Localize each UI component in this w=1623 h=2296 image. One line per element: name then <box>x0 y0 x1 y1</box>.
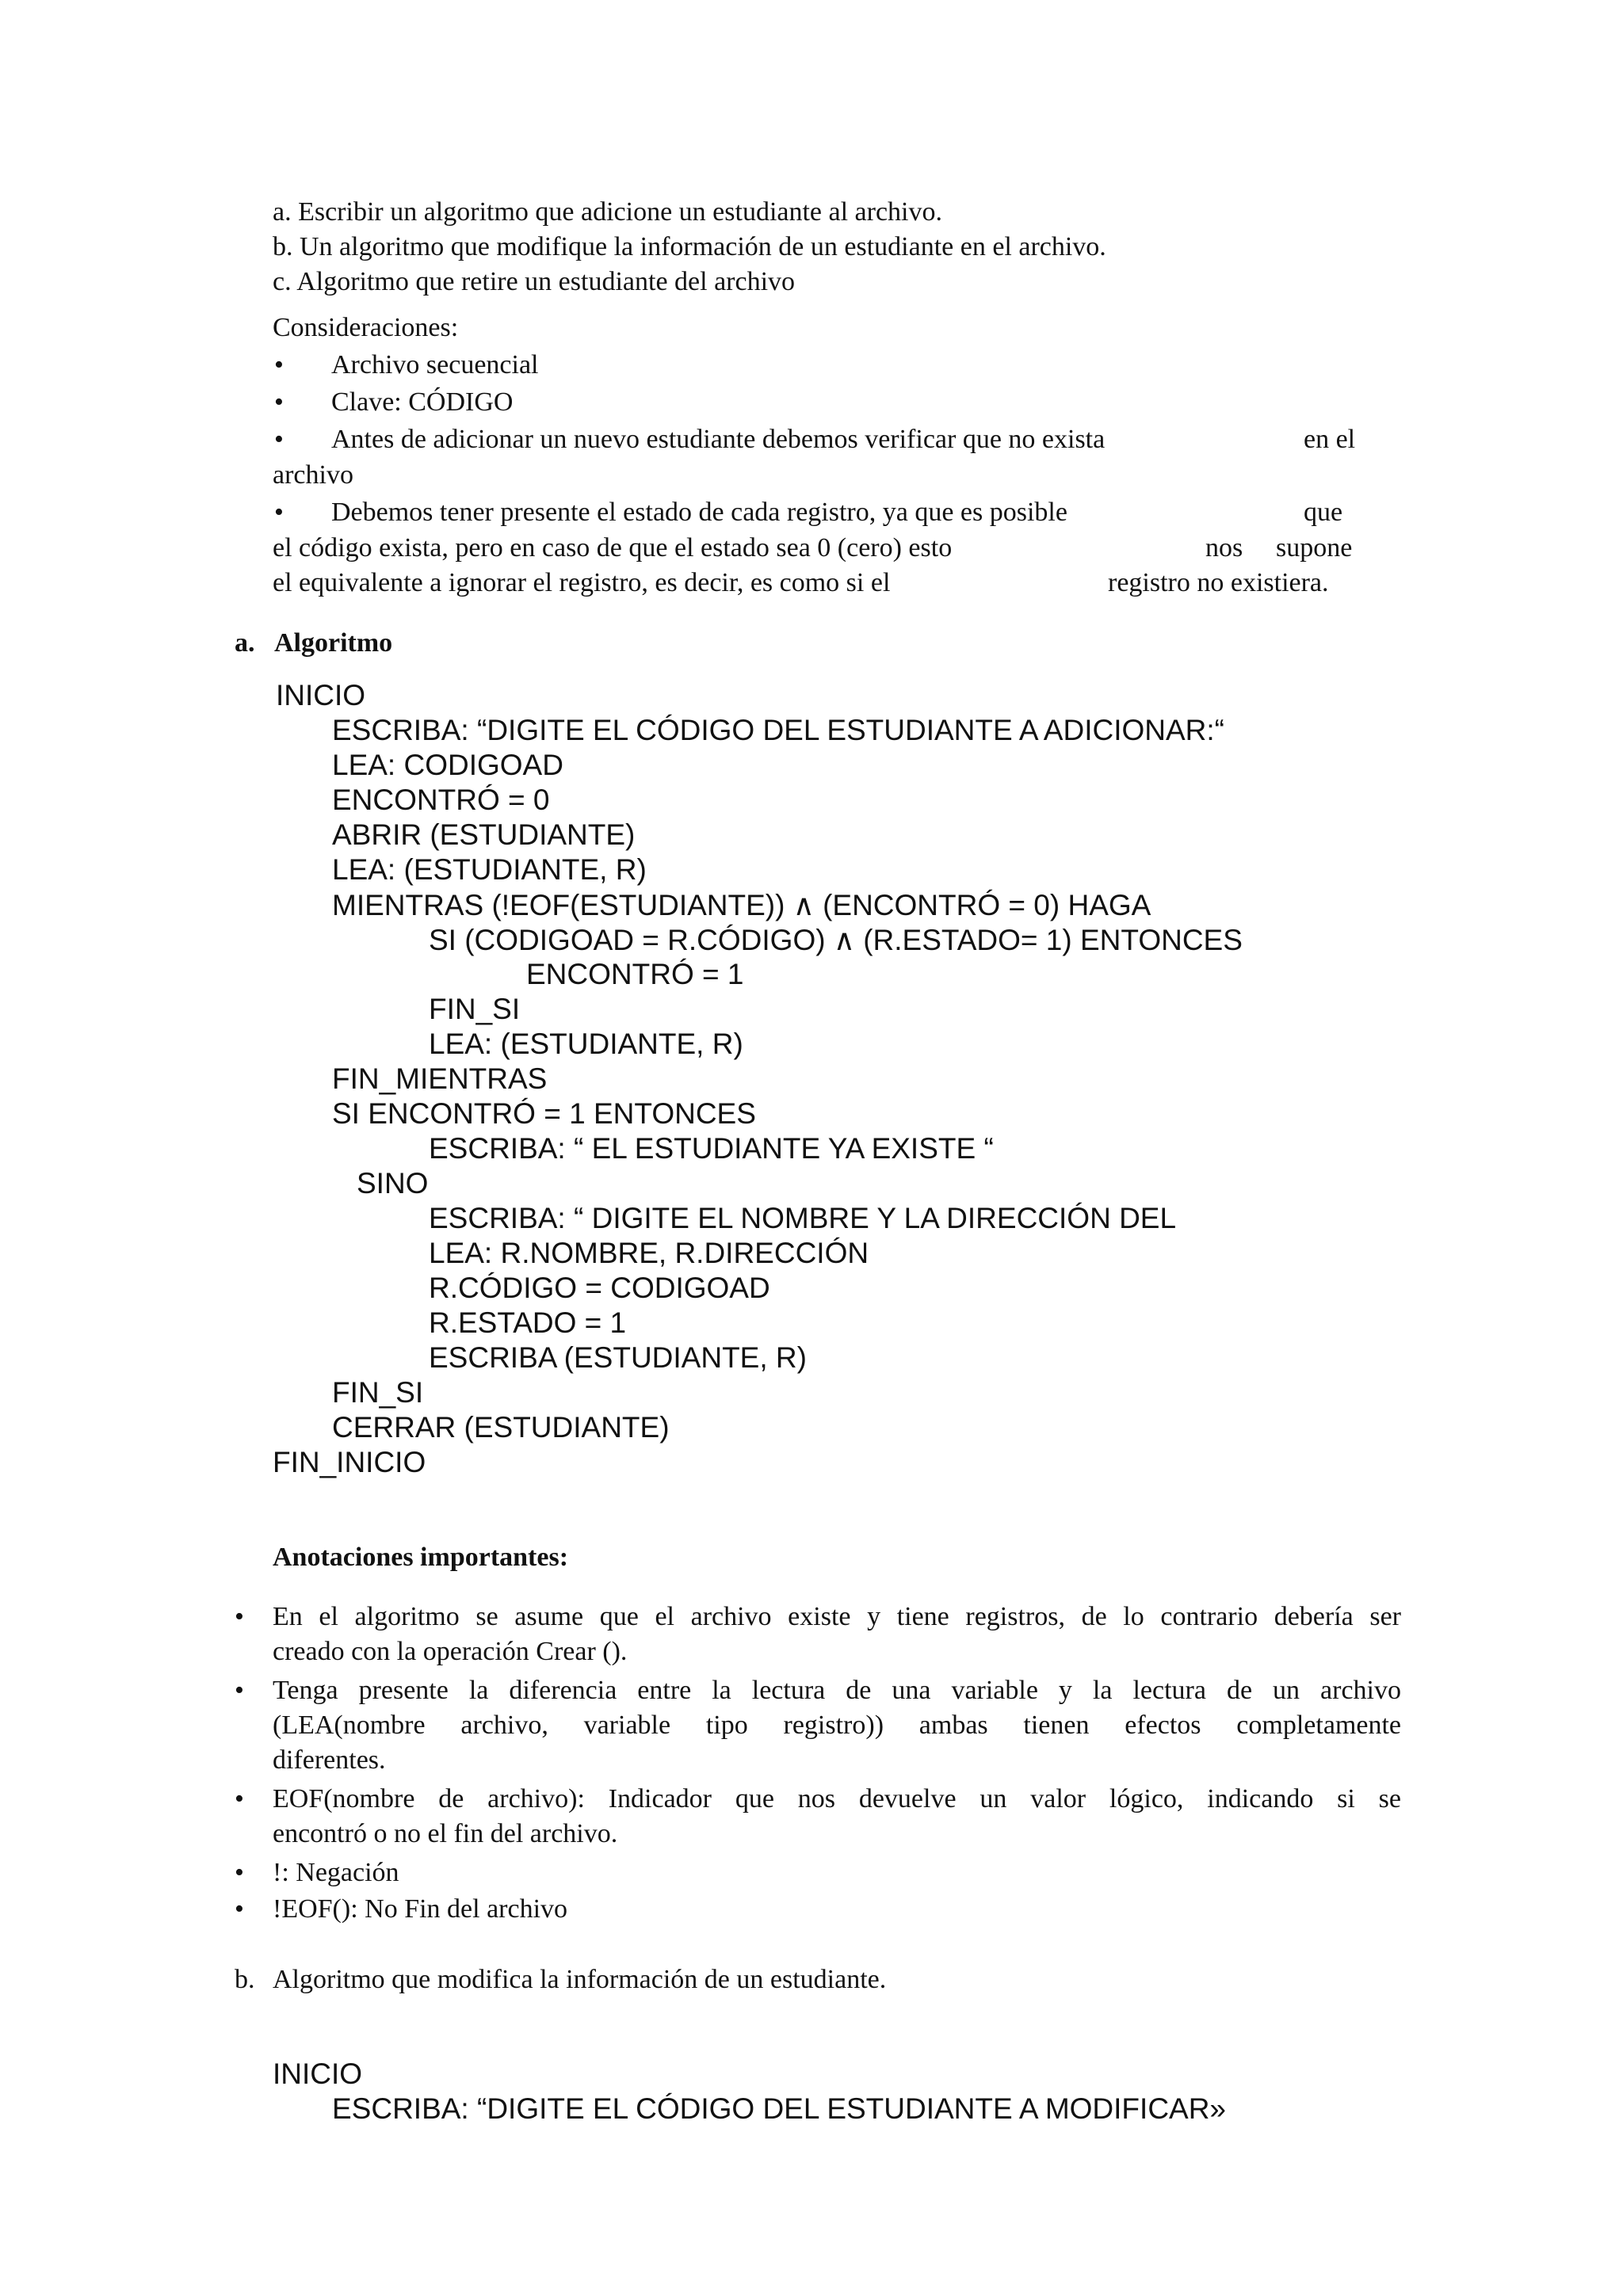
annotation-line: Tenga presente la diferencia entre la lectura de una variable y la lectura de un archivo <box>273 1676 1401 1705</box>
code-line: ESCRIBA: “ DIGITE EL NOMBRE Y LA DIRECCIÓN DEL <box>429 1202 1177 1234</box>
code-line: ESCRIBA (ESTUDIANTE, R) <box>429 1341 807 1374</box>
annotation-line: (LEA(nombre archivo, variable tipo registro)) ambas tienen efectos completamente <box>273 1711 1401 1740</box>
annotation-line: encontró o no el fin del archivo. <box>273 1819 618 1848</box>
bullet-icon: • <box>235 1602 244 1631</box>
annotation-line: EOF(nombre de archivo): Indicador que nos devuelve un valor lógico, indicando si se <box>273 1784 1401 1814</box>
annotation-line: !: Negación <box>273 1858 399 1887</box>
annotations-heading: Anotaciones importantes: <box>273 1543 569 1572</box>
consideration-item-tail: en el <box>1304 425 1356 454</box>
code-line: R.CÓDIGO = CODIGOAD <box>429 1272 770 1304</box>
code-line: FIN_MIENTRAS <box>332 1062 548 1095</box>
code-line: SI (CODIGOAD = R.CÓDIGO) ∧ (R.ESTADO= 1) ENTONCES <box>429 924 1243 956</box>
code-line: LEA: (ESTUDIANTE, R) <box>429 1028 743 1060</box>
code-line: CERRAR (ESTUDIANTE) <box>332 1411 670 1444</box>
bullet-icon: • <box>235 1784 244 1814</box>
section-a-title: Algoritmo <box>274 628 393 658</box>
bullet-icon: • <box>274 498 284 527</box>
code-line: FIN_SI <box>429 993 521 1025</box>
code-line: ESCRIBA: “ EL ESTUDIANTE YA EXISTE “ <box>429 1132 994 1165</box>
consideration-item-continuation: nos <box>1205 533 1243 563</box>
annotation-line: diferentes. <box>273 1745 386 1775</box>
section-b-title: Algoritmo que modifica la información de un estudiante. <box>273 1965 887 1994</box>
code-line: MIENTRAS (!EOF(ESTUDIANTE)) ∧ (ENCONTRÓ = 0) HAGA <box>332 889 1151 921</box>
code-line: R.ESTADO = 1 <box>429 1306 627 1339</box>
code-line: ABRIR (ESTUDIANTE) <box>332 818 636 851</box>
consideration-item-continuation: archivo <box>273 460 353 490</box>
consideration-item: Clave: CÓDIGO <box>331 387 514 417</box>
code-line: SINO <box>357 1167 429 1199</box>
section-a-marker: a. <box>235 628 255 658</box>
consideration-item-tail: que <box>1304 498 1343 527</box>
code-line: LEA: CODIGOAD <box>332 749 563 781</box>
task-a: a. Escribir un algoritmo que adicione un estudiante al archivo. <box>273 197 943 227</box>
annotation-line: creado con la operación Crear (). <box>273 1637 628 1666</box>
considerations-heading: Consideraciones: <box>273 313 459 342</box>
bullet-icon: • <box>274 350 284 379</box>
section-b-marker: b. <box>235 1965 255 1994</box>
bullet-icon: • <box>235 1676 244 1705</box>
consideration-item: Archivo secuencial <box>331 350 539 379</box>
bullet-icon: • <box>274 425 284 454</box>
consideration-item: Debemos tener presente el estado de cada registro, ya que es posible <box>331 498 1067 527</box>
consideration-item-continuation: registro no existiera. <box>1108 568 1329 597</box>
task-c: c. Algoritmo que retire un estudiante del archivo <box>273 267 796 296</box>
code-line: FIN_INICIO <box>273 1446 426 1478</box>
bullet-icon: • <box>235 1858 244 1887</box>
code-line: SI ENCONTRÓ = 1 ENTONCES <box>332 1097 756 1130</box>
annotation-line: !EOF(): No Fin del archivo <box>273 1894 568 1924</box>
code-line: ENCONTRÓ = 0 <box>332 784 550 816</box>
code-line: ESCRIBA: “DIGITE EL CÓDIGO DEL ESTUDIANTE A ADICIONAR:“ <box>332 714 1224 746</box>
consideration-item-continuation: supone <box>1276 533 1353 563</box>
consideration-item-continuation: el equivalente a ignorar el registro, es decir, es como si el <box>273 568 891 597</box>
code-line: INICIO <box>276 679 366 711</box>
code-line: ENCONTRÓ = 1 <box>526 958 744 990</box>
code-line: LEA: R.NOMBRE, R.DIRECCIÓN <box>429 1237 869 1269</box>
bullet-icon: • <box>235 1894 244 1924</box>
code-line: INICIO <box>273 2058 363 2090</box>
code-line: FIN_SI <box>332 1376 424 1409</box>
bullet-icon: • <box>274 387 284 417</box>
consideration-item-continuation: el código exista, pero en caso de que el estado sea 0 (cero) esto <box>273 533 953 563</box>
code-line: LEA: (ESTUDIANTE, R) <box>332 853 647 886</box>
consideration-item: Antes de adicionar un nuevo estudiante debemos verificar que no exista <box>331 425 1106 454</box>
annotation-line: En el algoritmo se asume que el archivo existe y tiene registros, de lo contrario debería ser <box>273 1602 1401 1631</box>
task-b: b. Un algoritmo que modifique la información de un estudiante en el archivo. <box>273 232 1106 261</box>
code-line: ESCRIBA: “DIGITE EL CÓDIGO DEL ESTUDIANTE A MODIFICAR» <box>332 2092 1227 2125</box>
